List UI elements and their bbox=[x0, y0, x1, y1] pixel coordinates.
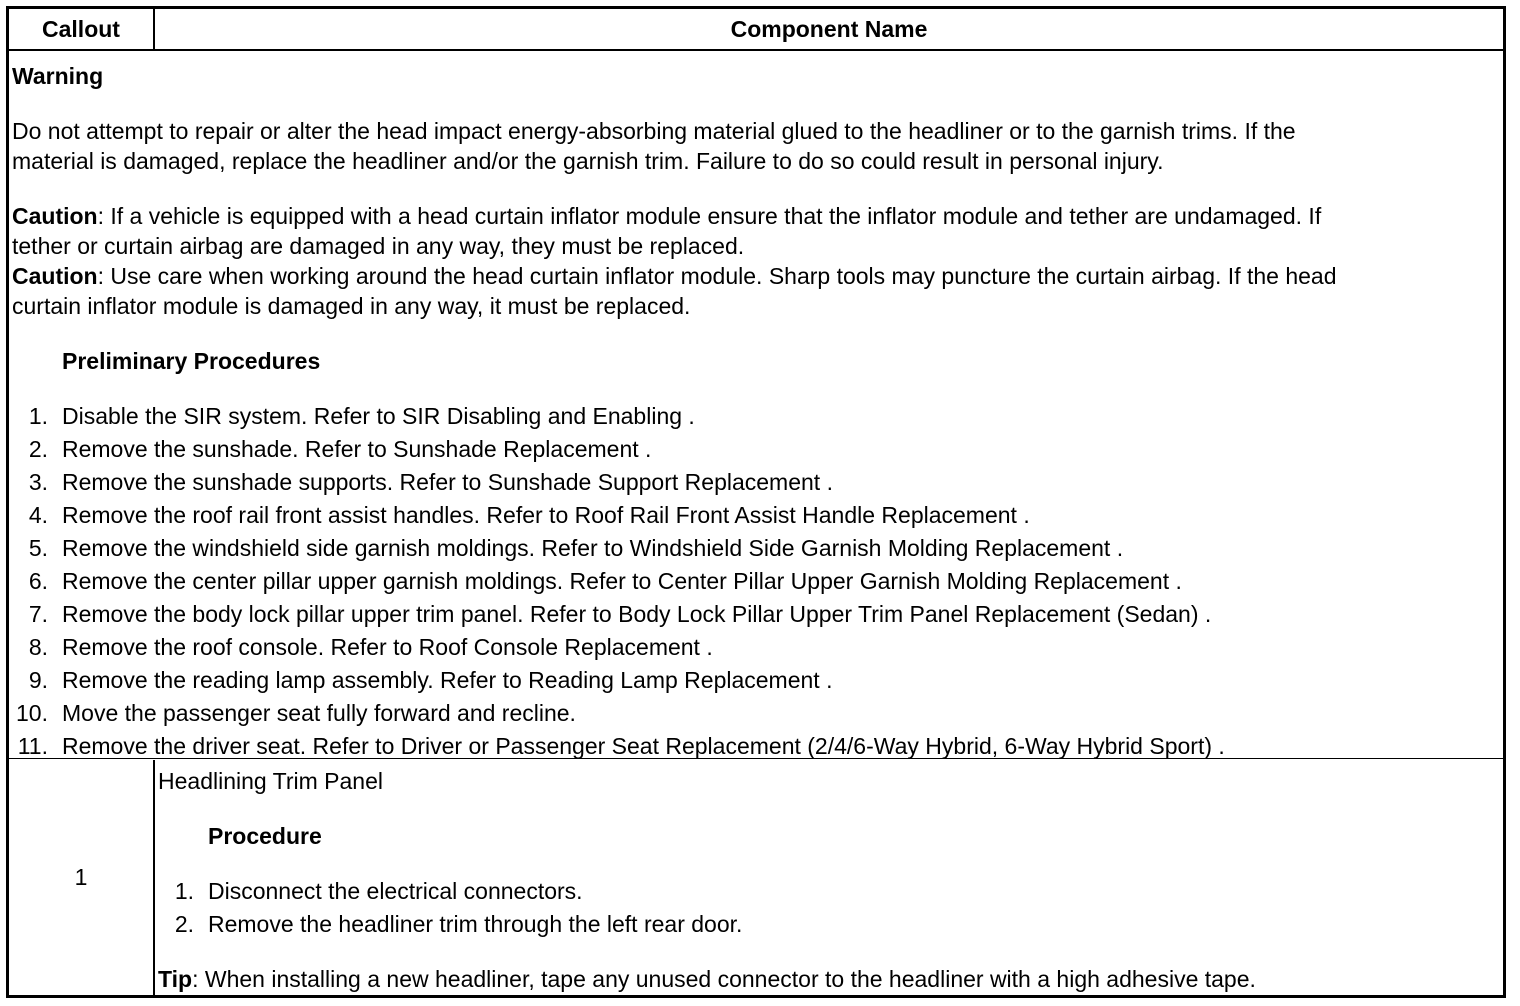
component-name-header: Component Name bbox=[730, 15, 928, 42]
caution-2-line-2: curtain inflator module is damaged in any way, it must be replaced. bbox=[12, 293, 691, 319]
component-name: Headlining Trim Panel bbox=[158, 768, 384, 794]
warning-title: Warning bbox=[12, 63, 104, 89]
caution-2-line-1 bbox=[12, 261, 1337, 291]
caution-label: Caution bbox=[12, 203, 98, 229]
procedure-table bbox=[6, 6, 1506, 998]
preliminary-procedures-title: Preliminary Procedures bbox=[62, 348, 321, 374]
caution-1-text: : If a vehicle is equipped with a head curtain inflator module ensure that the inflator module and tether are undamaged. If bbox=[97, 203, 1322, 229]
procedure-title: Procedure bbox=[208, 823, 322, 849]
warning-text-line-2: material is damaged, replace the headliner and/or the garnish trim. Failure to do so could result in personal injury. bbox=[12, 148, 1164, 174]
tip-body: : When installing a new headliner, tape any unused connector to the headliner with a high adhesive tape. bbox=[192, 966, 1256, 992]
callout-cell: 1 bbox=[9, 760, 155, 995]
tip-text bbox=[158, 964, 1256, 994]
component-cell: Headlining Trim Panel Procedure 1. Disconnect the electrical connectors. 2. Remove the headliner trim through the left rear door. Tip: When installing a new headliner, tape any unused connector to the headliner with a high adhesive tape. bbox=[158, 768, 1256, 992]
tip-label: Tip bbox=[158, 966, 193, 992]
callout-header: Callout bbox=[9, 9, 155, 49]
caution-label: Caution bbox=[12, 263, 98, 289]
warning-text-line-1: Do not attempt to repair or alter the head impact energy-absorbing material glued to the headliner or to the garnish trims. If the bbox=[12, 118, 1296, 144]
table-header bbox=[9, 9, 1503, 51]
table-row bbox=[9, 760, 1503, 995]
caution-2-text: : Use care when working around the head curtain inflator module. Sharp tools may puncture the curtain airbag. If the head bbox=[97, 263, 1337, 289]
caution-1-line-2: tether or curtain airbag are damaged in any way, they must be replaced. bbox=[12, 233, 745, 259]
intro-section: Warning Do not attempt to repair or alter the head impact energy-absorbing material glued to the headliner or to the garnish trims. If the material is damaged, replace the headliner and/or the garnish trim. Failure to do so could result in personal injury. Caution: If a vehicle is equipped with a head curtain inflator module ensure that the inflator module and tether are undamaged. If tether or curtain airbag are damaged in any way, they must be replaced. Caution: Use care when working around the head curtain inflator module. Sharp tools may puncture the curtain airbag. If the head curtain inflator module is damaged in any way, it must be replaced. Preliminary Procedures 1. Disable the SIR system. Refer to SIR Disabling and Enabling . 2. Remove the sunshade. Refer to Sunshade Replacement . 3. Remove the sunshade supports. Refer to Sunshade Support Replacement . 4. Remove the roof rail front assist handles. Refer to Roof Rail Front Assist Handle Replacement . 5. Remove the windshield side garnish moldings. Refer to Windshield Side Garnish Molding Replacement . 6. Remove the center pillar upper garnish moldings. Refer to Center Pillar Upper Garnish Molding Replacement . 7. Remove the body lock pillar upper trim panel. Refer to Body Lock Pillar Upper Trim Panel Replacement (Sedan) . 8. Remove the roof console. Refer to Roof Console Replacement . 9. Remove the reading lamp assembly. Refer to Reading Lamp Replacement . 10. Move the passenger seat fully forward and recline. 11. Remove the driver seat. Refer to Driver or Passenger Seat Replacement (2/4/6-Way Hybrid, 6-Way Hybrid Sport) . bbox=[9, 51, 1503, 759]
caution-1-line-1 bbox=[12, 201, 1321, 231]
